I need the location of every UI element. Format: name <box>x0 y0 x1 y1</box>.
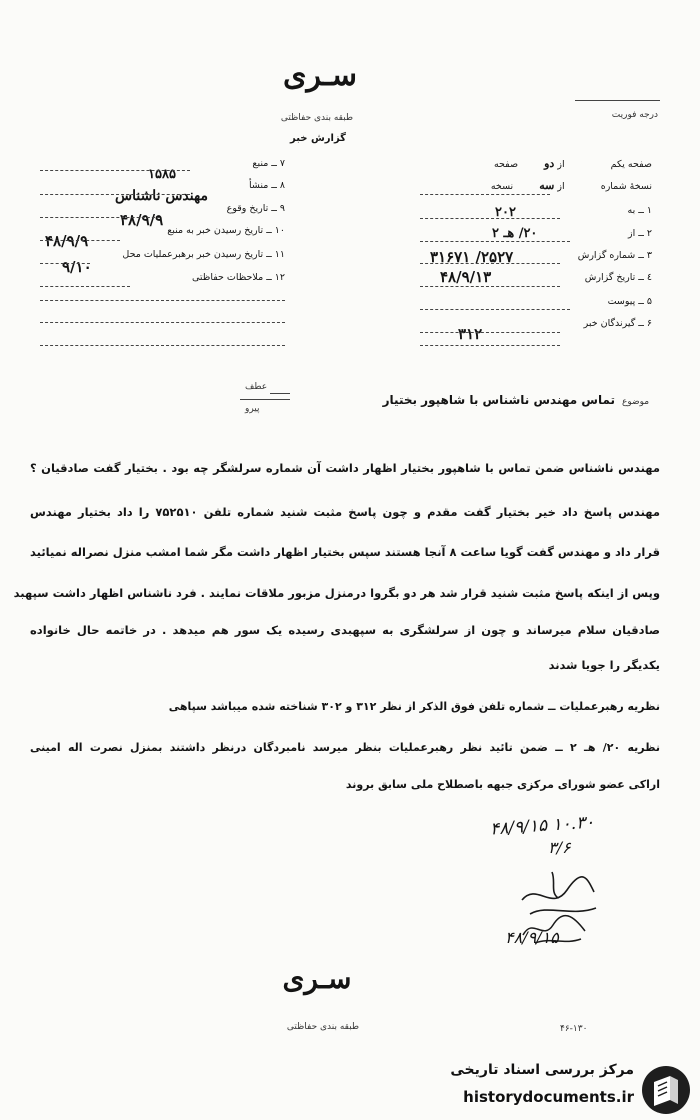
form-mid: از <box>557 181 565 192</box>
followup-line <box>240 399 290 400</box>
form-dotline <box>420 332 560 333</box>
form-dotline <box>40 240 120 241</box>
form-dotline <box>40 194 190 195</box>
subject-text: تماس مهندس ناشناس با شاهپور بختیار <box>382 393 615 407</box>
watermark <box>410 1060 700 1120</box>
form-row-origin <box>195 180 285 192</box>
priority-underline <box>575 100 660 101</box>
form-value-recipients: ۳۱۲ <box>458 325 483 343</box>
page-code: ۴۶-۱۳۰ <box>560 1024 588 1034</box>
form-dotline <box>40 345 285 346</box>
form-dotline <box>40 217 160 218</box>
form-label: ۳ ــ شماره گزارش <box>577 250 652 261</box>
form-dotline <box>40 263 90 264</box>
form-value: دو <box>544 157 555 170</box>
form-value-occurrence-date: ۴۸/۹/۹ <box>120 211 164 229</box>
form-dotline <box>420 286 560 287</box>
form-value-origin: مهندس ناشناس <box>115 188 208 204</box>
form-value-received-by-source: ۴۸/۹/۹ <box>45 232 89 250</box>
form-end: نسخه <box>490 181 514 192</box>
subject-label: موضوع <box>622 397 650 407</box>
form-dotline <box>420 263 560 264</box>
form-dotline <box>420 309 570 310</box>
form-label: ۷ ــ منبع <box>252 158 285 169</box>
body-line: صادقیان سلام میرساند و چون از سرلشگری به سپهبدی رسیده یک سور هم میدهد . در خاتمه حال خانواده <box>30 623 660 637</box>
form-value: سه <box>539 179 555 192</box>
form-value-source: ۱۵۸۵ <box>148 167 176 182</box>
opinion-unit-cont: اراکی عضو شورای مرکزی جبهه باصطلاح ملی سابق بروند <box>345 778 660 791</box>
body-line-last: یکدیگر را جویا شدند <box>548 658 660 672</box>
handwritten-ref-note: ۳/۶ <box>548 838 571 857</box>
form-row-recipients <box>422 318 652 330</box>
form-row-received-by-ops <box>95 249 285 261</box>
form-dotline <box>40 300 285 301</box>
form-label: ۱۲ ــ ملاحظات حفاظتی <box>191 272 285 283</box>
form-row-security-notes <box>145 272 285 284</box>
form-dotline <box>420 345 560 346</box>
form-label: ۶ ــ گیرندگان خبر <box>583 318 652 329</box>
secret-stamp-bottom: سـرى <box>282 962 352 995</box>
form-value-received-by-ops: ۹/۱۰ <box>62 258 92 276</box>
reference-line <box>270 393 290 394</box>
watermark-site: historydocuments.ir <box>463 1088 634 1106</box>
body-line: مهندس پاسخ داد خیر بختیار گفت مقدم و چون پاسخ مثبت شنید شماره تلفن ۷۵۲۵۱۰ را داد بختیار مهندس <box>30 505 660 519</box>
form-value-report-date: ۴۸/۹/۱۳ <box>440 268 492 286</box>
form-dotline <box>420 241 570 242</box>
form-dotline <box>420 218 560 219</box>
form-row-received-by-source <box>130 225 285 237</box>
form-row-source <box>195 158 285 170</box>
watermark-org-name: مرکز بررسی اسناد تاریخی <box>450 1062 634 1078</box>
reference-label: عطف <box>245 382 268 392</box>
form-value-report-number: ۲۵۲۷/ ۳۱۶۷۱ <box>430 248 514 266</box>
form-dotline <box>40 170 190 171</box>
form-mid: از <box>557 159 565 170</box>
form-label: ۸ ــ منشأ <box>248 180 285 191</box>
form-label: ۵ ــ پیوست <box>607 296 652 307</box>
form-label: نسخۀ شماره <box>600 181 652 192</box>
form-row-occurrence-date <box>170 203 285 215</box>
body-line: وپس از اینکه پاسخ مثبت شنید قرار شد هر دو بگروا درمنزل مزبور ملاقات نمایند . فرد ناشناس اظهار داشت سپهبد <box>13 586 660 600</box>
priority-label: درجه فوریت <box>611 110 658 120</box>
form-label: صفحه یکم <box>610 159 652 170</box>
form-end: صفحه <box>493 159 519 170</box>
form-value-to: ۲۰۲ <box>495 205 516 220</box>
form-dotline <box>40 286 130 287</box>
handwritten-bottom-date: ۴۸/۹/۱۵ <box>505 928 559 947</box>
form-label: ۹ ــ تاریخ وقوع <box>226 203 285 214</box>
classification-label-top: طبقه بندی حفاظتی <box>280 113 354 123</box>
form-value-from: ۲۰/ هـ ۲ <box>492 226 538 241</box>
form-row-copy <box>422 180 652 193</box>
form-row-to <box>422 205 652 217</box>
form-dotline <box>40 322 285 323</box>
secret-stamp-top: سـرى <box>283 58 357 93</box>
form-label: ۱ ــ به <box>627 205 652 216</box>
body-line: مهندس ناشناس ضمن تماس با شاهپور بختیار اظهار داشت آن شماره سرلشگر چه بود . بختیار گفت صادقیان ؟ <box>30 461 660 475</box>
followup-label: پیرو <box>245 404 260 414</box>
report-type-title: گزارش خبر <box>289 133 346 144</box>
form-row-page <box>422 158 652 171</box>
form-label: ٤ ــ تاریخ گزارش <box>584 272 652 283</box>
classification-label-bottom: طبقه بندی حفاظتی <box>286 1022 360 1032</box>
opinion-unit: نظریه ۲۰/ هـ ۲ ــ ضمن تائید نظر رهبرعملیات بنظر میرسد نامبردگان درنظر داشتند بمنزل نصرت اله امینی <box>30 741 660 754</box>
form-label: ۱۰ ــ تاریخ رسیدن خبر به منبع <box>167 225 285 236</box>
opinion-ops-leader: نظریه رهبرعملیات ــ شماره تلفن فوق الذکر از نظر ۳۱۲ و ۳۰۲ شناخته شده میباشد سپاهی <box>168 700 660 713</box>
form-label: ۲ ــ از <box>628 228 652 239</box>
body-line: قرار داد و مهندس گفت گویا ساعت ۸ آنجا هستند سپس بختیار اظهار داشت مگر شما امشب منزل نصراله نمیائید <box>30 545 660 559</box>
form-row-attachment <box>422 296 652 308</box>
handwritten-date-note: ۱۰.۳۰ ۴۸/۹/۱۵ <box>489 812 596 840</box>
form-label: ۱۱ ــ تاریخ رسیدن خبر برهبرعملیات محل <box>122 249 285 260</box>
form-dotline <box>420 194 550 195</box>
archive-logo-icon <box>640 1064 692 1116</box>
